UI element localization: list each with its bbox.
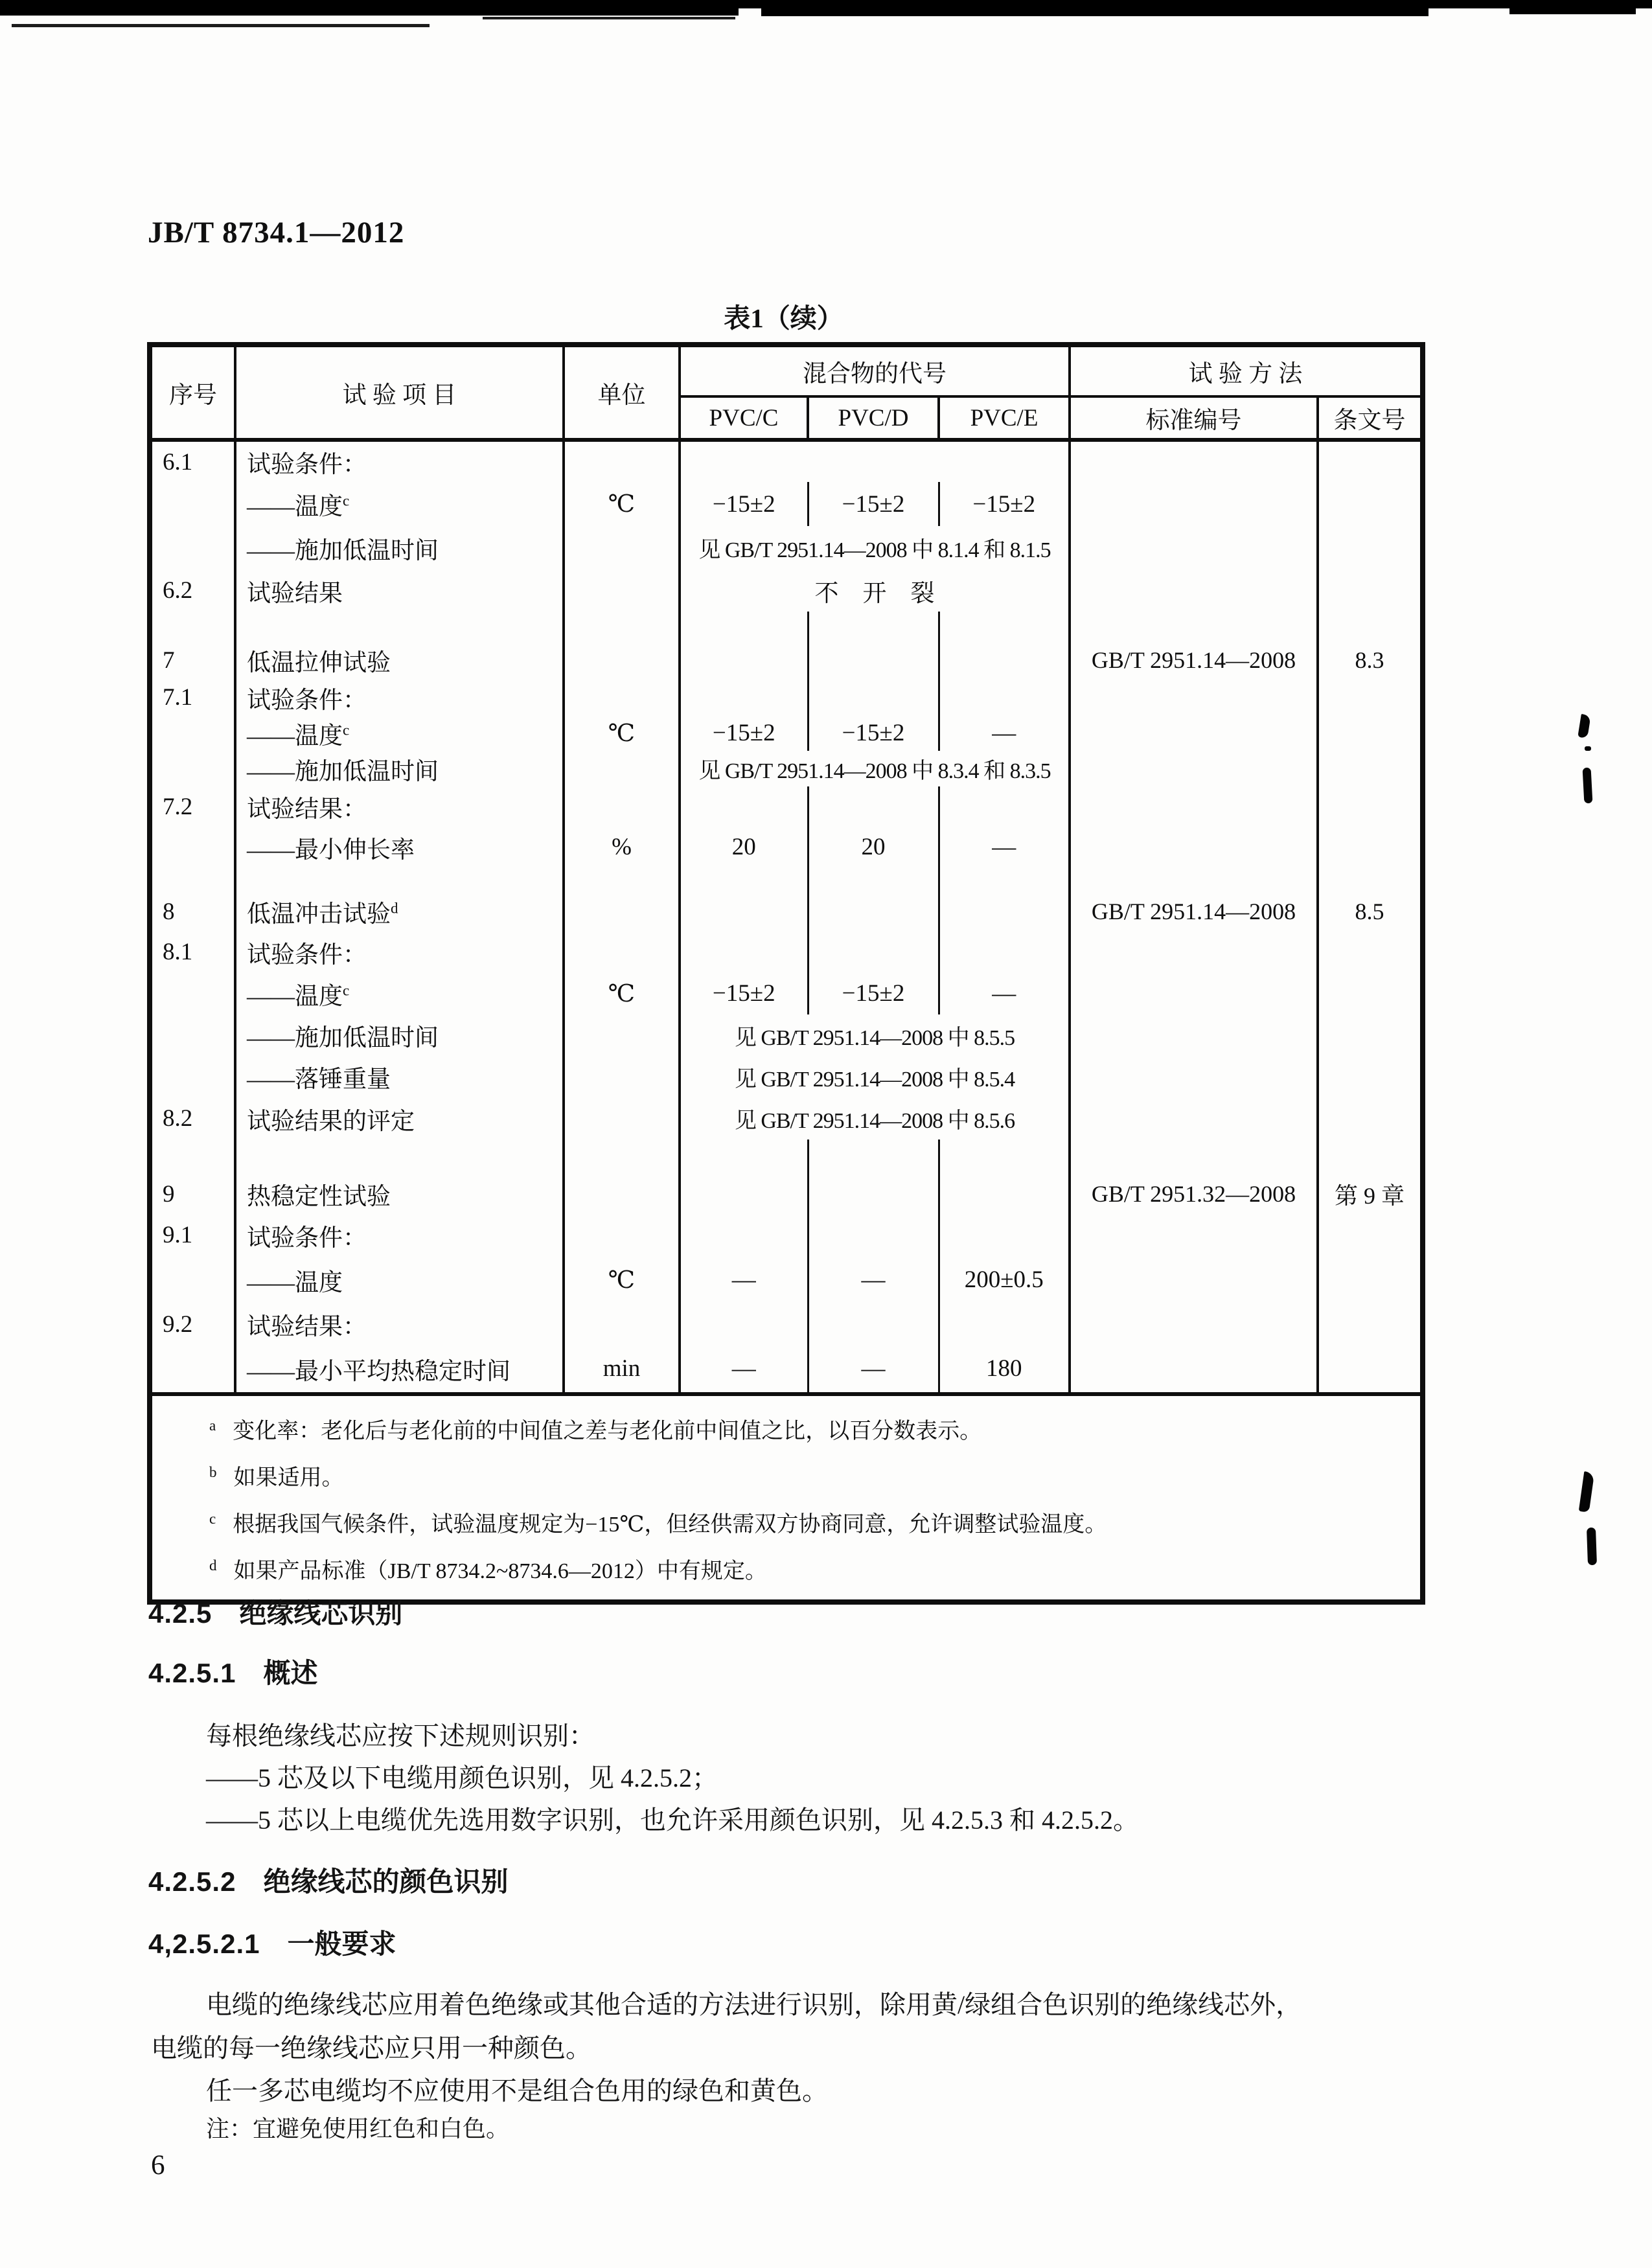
cell-unit	[564, 526, 680, 569]
cell-standard	[1070, 1140, 1318, 1174]
table-row	[150, 891, 1423, 932]
section-number: 4,2.5.2.1	[148, 1929, 260, 1959]
list-item: ——5 芯及以下电缆用颜色识别，见 4.2.5.2；	[206, 1763, 718, 1793]
cell-pvc-d	[808, 1214, 939, 1256]
table-row	[150, 1345, 1423, 1394]
cell-seq: 8	[163, 898, 175, 925]
cell-pvc-e: 200±0.5	[939, 1256, 1070, 1303]
cell-standard	[1070, 1014, 1318, 1056]
cell-standard	[1070, 1214, 1318, 1256]
cell-pvc-e	[939, 867, 1070, 891]
paragraph: 每根绝缘线芯应按下述规则识别：	[206, 1721, 595, 1750]
cell-pvc-c	[680, 1303, 808, 1345]
cell-clause: 第 9 章	[1318, 1174, 1423, 1214]
note-text: 宜避免使用红色和白色。	[253, 2116, 510, 2142]
section-heading-4-2-5-2-1	[148, 1923, 396, 1962]
test-requirements-table	[147, 342, 1425, 1605]
cell-pvc-span: 见 GB/T 2951.14—2008 中 8.1.4 和 8.1.5	[680, 526, 1070, 569]
cell-clause	[1318, 1303, 1423, 1345]
cell-pvc-e: —	[939, 827, 1070, 867]
scan-artifact-top	[0, 8, 739, 16]
cell-item: ——温度	[235, 1256, 564, 1303]
cell-pvc-c: −15±2	[680, 482, 808, 526]
cell-standard	[1070, 526, 1318, 569]
cell-standard	[1070, 972, 1318, 1014]
cell-item: ——落锤重量	[235, 1056, 564, 1097]
cell-seq	[150, 612, 235, 641]
col-header-unit: 单位	[564, 345, 680, 440]
cell-clause	[1318, 680, 1423, 715]
cell-pvc-span: 见 GB/T 2951.14—2008 中 8.3.4 和 8.3.5	[680, 751, 1070, 786]
cell-item: ——施加低温时间	[235, 751, 564, 786]
cell-pvc-d	[808, 680, 939, 715]
cell-clause	[1318, 440, 1423, 482]
table-title: 表1（续）	[724, 303, 843, 333]
table-row	[150, 440, 1423, 482]
cell-item: ——温度$^c$	[235, 482, 564, 526]
cell-pvc-c	[680, 1140, 808, 1174]
cell-pvc-c	[680, 932, 808, 972]
list-item: ——5 芯以上电缆优先选用数字识别，也允许采用颜色识别，见 4.2.5.3 和 4.2.5.2。	[206, 1805, 1139, 1835]
spacer-row	[150, 1140, 1423, 1174]
spacer-row	[150, 867, 1423, 891]
cell-pvc-e	[939, 680, 1070, 715]
cell-seq	[150, 827, 235, 867]
cell-pvc-c	[680, 891, 808, 932]
cell-pvc-d: —	[808, 1256, 939, 1303]
cell-clause: 8.5	[1318, 891, 1423, 932]
note	[206, 2111, 509, 2144]
cell-pvc-d	[808, 1303, 939, 1345]
footnotes-row	[150, 1394, 1423, 1602]
cell-item: ——最小平均热稳定时间	[235, 1345, 564, 1394]
cell-item: ——温度$^c$	[235, 715, 564, 751]
table-row	[150, 932, 1423, 972]
col-header-pvc-e: PVC/E	[939, 396, 1070, 440]
cell-unit	[564, 1014, 680, 1056]
cell-pvc-d	[808, 867, 939, 891]
cell-item: 试验条件：	[235, 440, 564, 482]
cell-clause	[1318, 786, 1423, 827]
cell-clause	[1318, 1056, 1423, 1097]
cell-seq	[150, 972, 235, 1014]
cell-item: 试验结果的评定	[235, 1097, 564, 1140]
cell-pvc-d	[808, 891, 939, 932]
col-header-seq: 序号	[150, 345, 235, 440]
cell-clause	[1318, 612, 1423, 641]
cell-seq	[150, 526, 235, 569]
cell-unit	[564, 751, 680, 786]
cell-unit	[564, 932, 680, 972]
cell-pvc-e	[939, 1140, 1070, 1174]
cell-unit	[564, 1174, 680, 1214]
cell-pvc-e: —	[939, 715, 1070, 751]
footnote	[209, 1460, 1407, 1491]
cell-item: 热稳定性试验	[235, 1174, 564, 1214]
cell-pvc-c	[680, 1214, 808, 1256]
table-row	[150, 641, 1423, 680]
cell-pvc-c	[680, 1174, 808, 1214]
cell-pvc-span: 见 GB/T 2951.14—2008 中 8.5.4	[680, 1056, 1070, 1097]
section-heading-4-2-5-1	[148, 1652, 317, 1691]
cell-standard: GB/T 2951.14—2008	[1070, 891, 1318, 932]
cell-seq: 6.2	[163, 577, 193, 604]
table-row	[150, 1174, 1423, 1214]
section-heading-4-2-5-2	[148, 1861, 508, 1899]
cell-standard: GB/T 2951.14—2008	[1070, 641, 1318, 680]
table-row	[150, 569, 1423, 612]
cell-pvc-c: —	[680, 1345, 808, 1394]
cell-unit: %	[564, 827, 680, 867]
cell-item	[235, 1140, 564, 1174]
cell-clause	[1318, 526, 1423, 569]
table-row	[150, 1214, 1423, 1256]
cell-pvc-d	[808, 440, 939, 482]
cell-seq	[150, 1345, 235, 1394]
cell-standard	[1070, 440, 1318, 482]
table-row	[150, 972, 1423, 1014]
footnotes-cell	[150, 1394, 1423, 1602]
footnote-text: 如果适用。	[233, 1466, 344, 1490]
cell-clause	[1318, 972, 1423, 1014]
footnote-text: 根据我国气候条件，试验温度规定为−15℃，但经供需双方协商同意，允许调整试验温度。	[233, 1513, 1107, 1537]
cell-pvc-e	[939, 786, 1070, 827]
cell-item: 试验结果：	[235, 786, 564, 827]
cell-standard: GB/T 2951.32—2008	[1070, 1174, 1318, 1214]
note-label: 注：	[206, 2116, 253, 2142]
ink-stain	[1579, 1471, 1594, 1513]
header-row-groups	[150, 345, 1423, 396]
cell-unit	[564, 440, 680, 482]
table-row	[150, 751, 1423, 786]
cell-pvc-e: −15±2	[939, 482, 1070, 526]
cell-unit: ℃	[564, 482, 680, 526]
footnote-marker: d	[209, 1557, 217, 1574]
cell-seq: 7.1	[163, 684, 193, 711]
cell-seq	[150, 867, 235, 891]
cell-clause	[1318, 1140, 1423, 1174]
cell-seq	[150, 715, 235, 751]
scan-artifact-top	[1509, 2, 1636, 14]
cell-pvc-span: 不 开 裂	[680, 569, 1070, 612]
cell-seq	[150, 751, 235, 786]
section-number: 4.2.5.2	[148, 1866, 236, 1897]
cell-seq	[150, 482, 235, 526]
cell-pvc-e	[939, 1174, 1070, 1214]
cell-seq: 8.1	[163, 939, 193, 965]
cell-seq: 8.2	[163, 1105, 193, 1132]
cell-clause	[1318, 1345, 1423, 1394]
cell-unit: ℃	[564, 715, 680, 751]
table-row	[150, 827, 1423, 867]
cell-pvc-d: 20	[808, 827, 939, 867]
cell-clause	[1318, 1256, 1423, 1303]
cell-seq	[150, 1056, 235, 1097]
cell-unit	[564, 786, 680, 827]
col-header-standard: 标准编号	[1070, 396, 1318, 440]
cell-pvc-c	[680, 440, 808, 482]
paragraph: 电缆的每一绝缘线芯应只用一种颜色。	[151, 2033, 591, 2063]
section-heading-4-2-5	[148, 1592, 402, 1631]
cell-standard	[1070, 1056, 1318, 1097]
table-row	[150, 482, 1423, 526]
cell-pvc-d	[808, 641, 939, 680]
cell-unit: ℃	[564, 972, 680, 1014]
cell-clause	[1318, 1014, 1423, 1056]
cell-standard	[1070, 1345, 1318, 1394]
cell-item: 试验结果：	[235, 1303, 564, 1345]
cell-pvc-c: −15±2	[680, 972, 808, 1014]
cell-pvc-d	[808, 1174, 939, 1214]
cell-pvc-c	[680, 641, 808, 680]
ink-stain	[1585, 746, 1591, 751]
page-number: 6	[151, 2150, 165, 2181]
cell-pvc-c: —	[680, 1256, 808, 1303]
scan-artifact-streak	[483, 17, 735, 19]
col-header-pvc-d: PVC/D	[808, 396, 939, 440]
cell-standard	[1070, 751, 1318, 786]
cell-pvc-d: −15±2	[808, 482, 939, 526]
section-title: 概述	[263, 1658, 318, 1688]
cell-pvc-e	[939, 932, 1070, 972]
cell-clause	[1318, 751, 1423, 786]
cell-unit	[564, 1097, 680, 1140]
col-header-mixture-group: 混合物的代号	[680, 345, 1070, 396]
cell-pvc-d: —	[808, 1345, 939, 1394]
section-title: 一般要求	[287, 1929, 396, 1959]
cell-standard	[1070, 1303, 1318, 1345]
cell-standard	[1070, 932, 1318, 972]
cell-item	[235, 867, 564, 891]
cell-standard	[1070, 786, 1318, 827]
cell-pvc-d: −15±2	[808, 715, 939, 751]
footnote-text: 如果产品标准（JB/T 8734.2~8734.6—2012）中有规定。	[233, 1559, 767, 1583]
cell-seq: 9.2	[163, 1311, 193, 1338]
footnote-marker: a	[209, 1417, 216, 1434]
cell-standard	[1070, 1097, 1318, 1140]
table-row	[150, 1303, 1423, 1345]
cell-pvc-span: 见 GB/T 2951.14—2008 中 8.5.6	[680, 1097, 1070, 1140]
cell-seq	[150, 1014, 235, 1056]
ink-stain	[1583, 768, 1593, 804]
cell-seq	[150, 1256, 235, 1303]
cell-pvc-d: −15±2	[808, 972, 939, 1014]
cell-item: ——施加低温时间	[235, 526, 564, 569]
paragraph: 任一多芯电缆均不应使用不是组合色用的绿色和黄色。	[206, 2076, 828, 2105]
footnote	[209, 1506, 1407, 1538]
cell-unit	[564, 680, 680, 715]
cell-standard	[1070, 827, 1318, 867]
cell-seq	[150, 1140, 235, 1174]
table-row	[150, 715, 1423, 751]
cell-clause	[1318, 827, 1423, 867]
cell-pvc-e	[939, 612, 1070, 641]
footnote-marker: c	[209, 1510, 216, 1527]
scan-artifact-top	[761, 6, 1428, 16]
cell-unit	[564, 1056, 680, 1097]
cell-seq: 7.2	[163, 793, 193, 820]
cell-item: 低温冲击试验$^d$	[235, 891, 564, 932]
cell-clause	[1318, 932, 1423, 972]
cell-pvc-d	[808, 786, 939, 827]
cell-unit	[564, 1140, 680, 1174]
cell-standard	[1070, 569, 1318, 612]
cell-pvc-c: −15±2	[680, 715, 808, 751]
table-row	[150, 1014, 1423, 1056]
cell-unit	[564, 1214, 680, 1256]
document-code: JB/T 8734.1—2012	[148, 216, 405, 249]
cell-unit: ℃	[564, 1256, 680, 1303]
footnote-text: 变化率：老化后与老化前的中间值之差与老化前中间值之比，以百分数表示。	[233, 1419, 982, 1443]
cell-standard	[1070, 715, 1318, 751]
cell-pvc-e	[939, 1303, 1070, 1345]
cell-unit	[564, 867, 680, 891]
cell-pvc-e: —	[939, 972, 1070, 1014]
table-row	[150, 680, 1423, 715]
spacer-row	[150, 612, 1423, 641]
cell-seq: 9.1	[163, 1222, 193, 1248]
col-header-item: 试 验 项 目	[235, 345, 564, 440]
cell-pvc-e	[939, 440, 1070, 482]
cell-pvc-c	[680, 612, 808, 641]
footnote	[209, 1413, 1407, 1445]
table-row	[150, 786, 1423, 827]
col-header-pvc-c: PVC/C	[680, 396, 808, 440]
table-row	[150, 526, 1423, 569]
cell-item: 试验条件：	[235, 680, 564, 715]
cell-pvc-c	[680, 786, 808, 827]
cell-clause	[1318, 1214, 1423, 1256]
paragraph: 电缆的绝缘线芯应用着色绝缘或其他合适的方法进行识别，除用黄/绿组合色识别的绝缘线芯外，	[206, 1990, 1302, 2019]
table-row	[150, 1256, 1423, 1303]
cell-seq: 7	[163, 647, 175, 674]
cell-item: 试验条件：	[235, 932, 564, 972]
cell-clause	[1318, 569, 1423, 612]
cell-pvc-e	[939, 891, 1070, 932]
cell-pvc-d	[808, 612, 939, 641]
cell-pvc-c: 20	[680, 827, 808, 867]
col-header-clause: 条文号	[1318, 396, 1423, 440]
cell-pvc-d	[808, 932, 939, 972]
cell-pvc-e	[939, 641, 1070, 680]
cell-clause	[1318, 1097, 1423, 1140]
scan-artifact-streak	[12, 24, 430, 27]
cell-unit: min	[564, 1345, 680, 1394]
cell-item: 试验条件：	[235, 1214, 564, 1256]
cell-unit	[564, 641, 680, 680]
table-row	[150, 1056, 1423, 1097]
cell-standard	[1070, 680, 1318, 715]
cell-pvc-span: 见 GB/T 2951.14—2008 中 8.5.5	[680, 1014, 1070, 1056]
cell-clause	[1318, 715, 1423, 751]
cell-clause	[1318, 867, 1423, 891]
cell-item: ——最小伸长率	[235, 827, 564, 867]
cell-standard	[1070, 612, 1318, 641]
cell-standard	[1070, 867, 1318, 891]
cell-pvc-c	[680, 867, 808, 891]
cell-seq: 9	[163, 1180, 175, 1208]
cell-item: 试验结果	[235, 569, 564, 612]
cell-clause: 8.3	[1318, 641, 1423, 680]
cell-unit	[564, 1303, 680, 1345]
cell-item: ——温度$^c$	[235, 972, 564, 1014]
section-title: 绝缘线芯识别	[239, 1598, 403, 1629]
cell-seq: 6.1	[163, 448, 193, 475]
cell-pvc-e	[939, 1214, 1070, 1256]
cell-item	[235, 612, 564, 641]
cell-item: ——施加低温时间	[235, 1014, 564, 1056]
cell-unit	[564, 569, 680, 612]
ink-stain	[1587, 1528, 1597, 1565]
cell-item: 低温拉伸试验	[235, 641, 564, 680]
cell-pvc-d	[808, 1140, 939, 1174]
ink-stain	[1577, 714, 1590, 739]
footnote-marker: b	[209, 1463, 217, 1480]
footnote	[209, 1553, 1407, 1585]
cell-standard	[1070, 482, 1318, 526]
section-number: 4.2.5	[148, 1598, 212, 1629]
col-header-method-group: 试 验 方 法	[1070, 345, 1423, 396]
cell-pvc-e: 180	[939, 1345, 1070, 1394]
cell-standard	[1070, 1256, 1318, 1303]
cell-clause	[1318, 482, 1423, 526]
section-number: 4.2.5.1	[148, 1658, 236, 1688]
section-title: 绝缘线芯的颜色识别	[263, 1866, 509, 1897]
table-row	[150, 1097, 1423, 1140]
cell-pvc-c	[680, 680, 808, 715]
cell-unit	[564, 612, 680, 641]
cell-unit	[564, 891, 680, 932]
